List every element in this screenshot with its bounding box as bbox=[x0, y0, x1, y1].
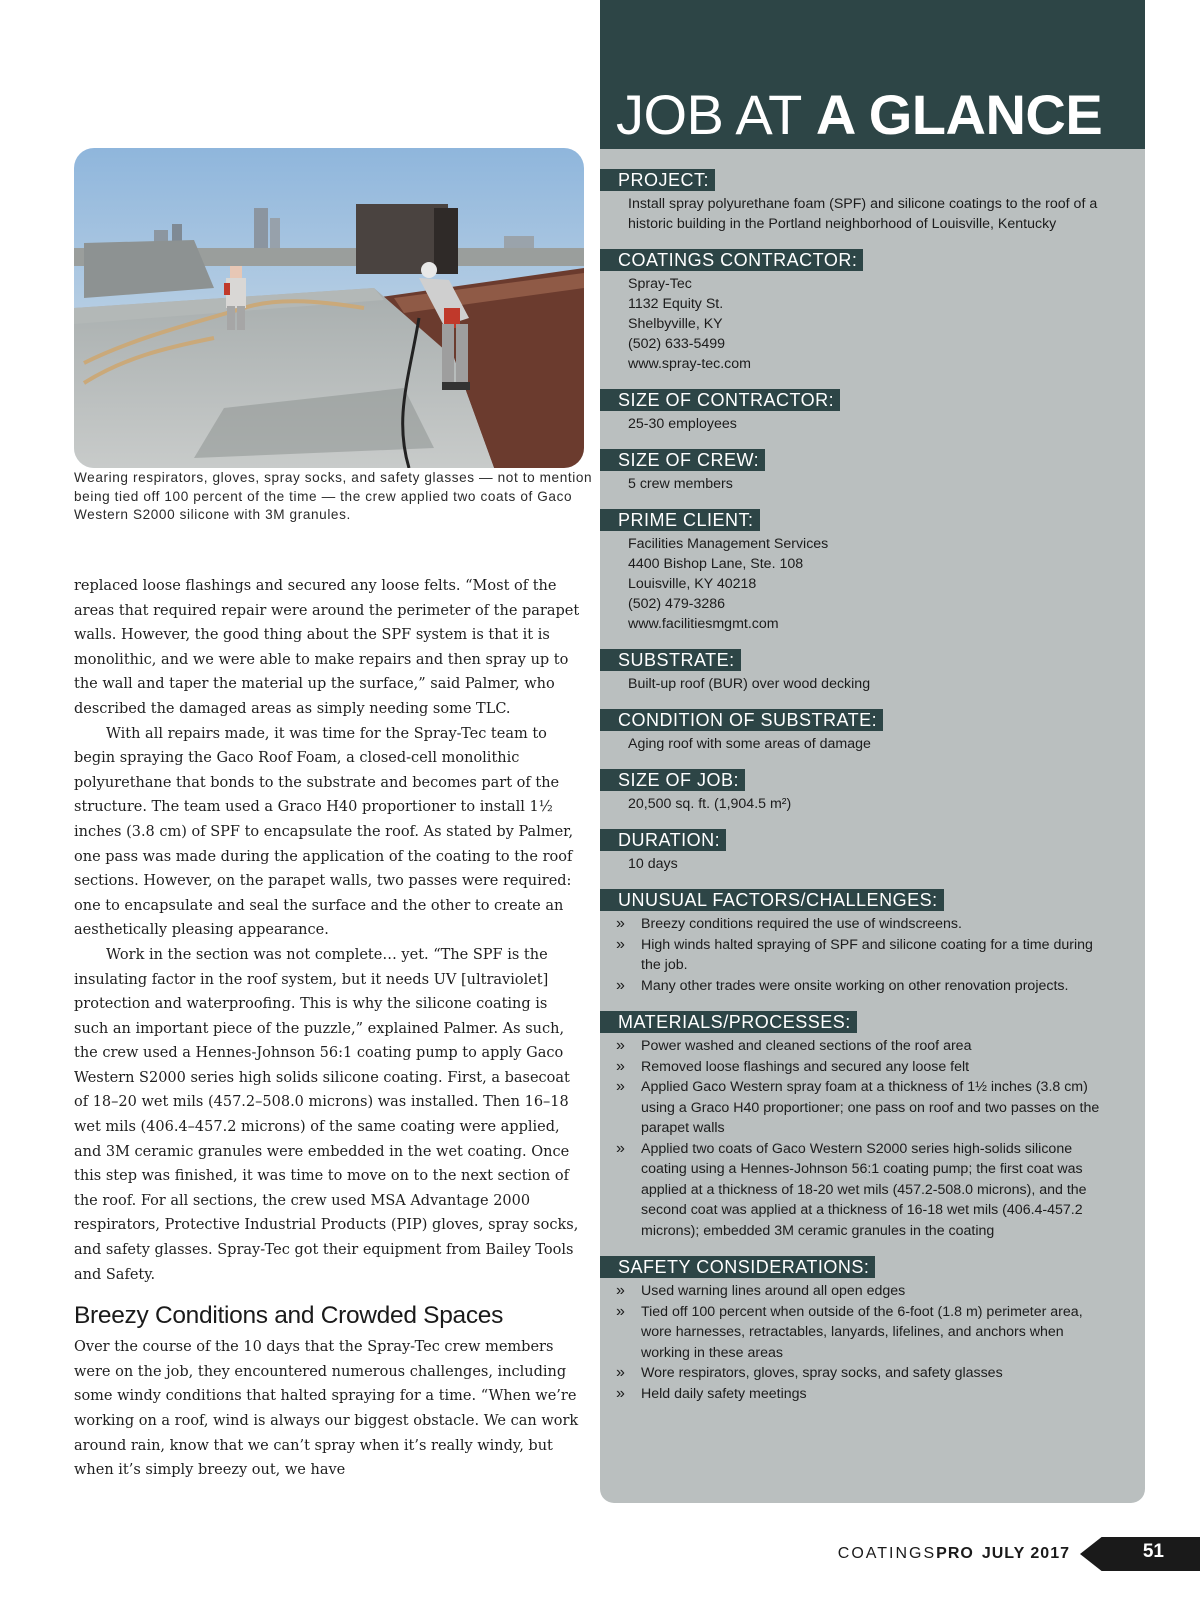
size-of-crew-text: 5 crew members bbox=[628, 476, 733, 492]
list-item: » Breezy conditions required the use of windscreens. bbox=[616, 914, 1116, 935]
client-phone: (502) 479-3286 bbox=[628, 596, 726, 612]
size-of-contractor-label: SIZE OF CONTRACTOR: bbox=[600, 389, 840, 411]
contractor-name: Spray-Tec bbox=[628, 276, 692, 292]
unusual-factors-label: UNUSUAL FACTORS/CHALLENGES: bbox=[600, 889, 944, 911]
safety-list bbox=[616, 1281, 1116, 1404]
list-item: » Applied Gaco Western spray foam at a thickness of 1½ inches (3.8 cm) using a Graco H40 proportioner; one pass on roof and two passes on the parapet walls bbox=[616, 1077, 1116, 1139]
client-name: Facilities Management Services bbox=[628, 536, 829, 552]
substrate-text: Built-up roof (BUR) over wood decking bbox=[628, 676, 871, 692]
project-text: Install spray polyurethane foam (SPF) and silicone coatings to the roof of a historic building in the Portland neighborhood of Louisville, Kentucky bbox=[628, 196, 1098, 232]
list-item: » Power washed and cleaned sections of the roof area bbox=[616, 1036, 1116, 1057]
sidebar-title-light: JOB AT bbox=[616, 83, 816, 146]
size-of-crew-label: SIZE OF CREW: bbox=[600, 449, 765, 471]
duration-text: 10 days bbox=[628, 856, 678, 872]
list-item: » Applied two coats of Gaco Western S2000 series high-solids silicone coating using a Hennes-Johnson 56:1 coating pump; the first coat was applied at a thickness of 18-20 wet mils (457.2-508.0 microns), and the second coat was applied at a thickness of 16-18 wet mils (406.4-457.2 microns); embedded 3M ceramic granules in the coating bbox=[616, 1139, 1116, 1242]
size-of-contractor-section bbox=[600, 389, 1145, 434]
safety-label: SAFETY CONSIDERATIONS: bbox=[600, 1256, 875, 1278]
article-paragraph: With all repairs made, it was time for the Spray-Tec team to begin spraying the Gaco Roof Foam, a closed-cell monolithic polyurethane that bonds to the substrate and becomes part of the structure. The team used a Graco H40 proportioner to install 1½ inches (3.8 cm) of SPF to encapsulate the roof. As stated by Palmer, one pass was made during the application of the coating to the roof sections. However, on the parapet walls, two passes were required: one to encapsulate and seal the surface and the other to create an aesthetically pleasing appearance. bbox=[74, 725, 574, 939]
article-paragraph: Over the course of the 10 days that the Spray-Tec crew members were on the job, they encountered numerous challenges, including some windy conditions that halted spraying for a time. “When we’re working on a roof, wind is always our biggest obstacle. We can work around rain, know that we can’t spray when it’s really windy, but when it’s simply breezy out, we have bbox=[74, 1339, 579, 1479]
contractor-street: 1132 Equity St. bbox=[628, 296, 724, 312]
substrate-label: SUBSTRATE: bbox=[600, 649, 741, 671]
contractor-website[interactable]: www.spray-tec.com bbox=[628, 356, 751, 372]
size-of-job-section bbox=[600, 769, 1145, 814]
project-section bbox=[600, 169, 1145, 234]
prime-client-details bbox=[628, 534, 1128, 634]
substrate-section bbox=[600, 649, 1145, 694]
page-number-tab bbox=[1080, 1537, 1200, 1571]
unusual-factors-section bbox=[600, 889, 1145, 996]
list-item: » High winds halted spraying of SPF and silicone coating for a time during the job. bbox=[616, 935, 1116, 976]
list-item: » Tied off 100 percent when outside of the 6-foot (1.8 m) perimeter area, wore harnesses, retractables, lanyards, lifelines, and anchors when working in these areas bbox=[616, 1302, 1116, 1364]
page-number: 51 bbox=[1142, 1541, 1164, 1562]
client-city: Louisville, KY 40218 bbox=[628, 576, 757, 592]
contractor-city: Shelbyville, KY bbox=[628, 316, 723, 332]
size-of-contractor-text: 25-30 employees bbox=[628, 416, 737, 432]
client-street: 4400 Bishop Lane, Ste. 108 bbox=[628, 556, 804, 572]
duration-label: DURATION: bbox=[600, 829, 726, 851]
footer-issue: JULY 2017 bbox=[981, 1545, 1070, 1562]
condition-text: Aging roof with some areas of damage bbox=[628, 736, 871, 752]
contractor-phone: (502) 633-5499 bbox=[628, 336, 726, 352]
prime-client-section bbox=[600, 509, 1145, 634]
roof-work-photo bbox=[74, 148, 584, 468]
duration-section bbox=[600, 829, 1145, 874]
sidebar-title bbox=[616, 80, 1102, 150]
list-item: » Held daily safety meetings bbox=[616, 1384, 1116, 1405]
article-paragraph: replaced loose flashings and secured any loose felts. “Most of the areas that required repair were around the perimeter of the parapet walls. However, the good thing about the SPF system is that it is monolithic, and we were able to make repairs and then spray up to the wall and taper the material up the surface,” said Palmer, who described the damaged areas as simply needing some TLC. bbox=[74, 578, 580, 717]
article-paragraph: Work in the section was not complete… yet. “The SPF is the insulating factor in the roof system, but it needs UV [ultraviolet] protection and waterproofing. This is why the silicone coating is such an important piece of the puzzle,” explained Palmer. As such, the crew used a Hennes-Johnson 56:1 coating pump to apply Gaco Western S2000 series high solids silicone coating. First, a basecoat of 18–20 wet mils (457.2–508.0 microns) was installed. Then 16–18 wet mils (406.4–457.2 microns) of the same coating were applied, and 3M ceramic granules were embedded in the wet coating. Once this step was finished, it was time to move on to the next section of the roof. For all sections, the crew used MSA Advantage 2000 respirators, Protective Industrial Products (PIP) gloves, spray socks, and safety glasses. Spray-Tec got their equipment from Bailey Tools and Safety. bbox=[74, 946, 579, 1283]
size-of-job-label: SIZE OF JOB: bbox=[600, 769, 745, 791]
article-body bbox=[74, 574, 584, 1483]
contractor-section bbox=[600, 249, 1145, 374]
article-subhead: Breezy Conditions and Crowded Spaces bbox=[74, 1302, 504, 1330]
footer-brand-light: COATINGS bbox=[837, 1545, 937, 1562]
sidebar-content bbox=[600, 169, 1145, 1419]
materials-list bbox=[616, 1036, 1116, 1241]
condition-label: CONDITION OF SUBSTRATE: bbox=[600, 709, 883, 731]
prime-client-label: PRIME CLIENT: bbox=[600, 509, 760, 531]
materials-label: MATERIALS/PROCESSES: bbox=[600, 1011, 857, 1033]
unusual-factors-list bbox=[616, 914, 1116, 996]
condition-section bbox=[600, 709, 1145, 754]
page-footer bbox=[800, 1537, 1200, 1577]
list-item: » Removed loose flashings and secured any loose felt bbox=[616, 1057, 1116, 1078]
client-website[interactable]: www.facilitiesmgmt.com bbox=[628, 616, 779, 632]
footer-brand-bold: PRO bbox=[936, 1545, 974, 1562]
project-label: PROJECT: bbox=[600, 169, 715, 191]
photo-caption: Wearing respirators, gloves, spray socks, and safety glasses — not to mention being tied off 100 percent of the time — the crew applied two coats of Gaco Western S2000 silicone with 3M granules. bbox=[74, 470, 593, 522]
list-item: » Wore respirators, gloves, spray socks, and safety glasses bbox=[616, 1363, 1116, 1384]
footer-magazine bbox=[838, 1545, 1070, 1563]
roof-photo-illustration bbox=[74, 148, 584, 468]
size-of-crew-section bbox=[600, 449, 1145, 494]
contractor-label: COATINGS CONTRACTOR: bbox=[600, 249, 863, 271]
list-item: » Used warning lines around all open edges bbox=[616, 1281, 1116, 1302]
list-item: » Many other trades were onsite working on other renovation projects. bbox=[616, 976, 1116, 997]
contractor-details bbox=[628, 274, 1128, 374]
safety-section bbox=[600, 1256, 1145, 1404]
size-of-job-text: 20,500 sq. ft. (1,904.5 m²) bbox=[628, 796, 792, 812]
materials-section bbox=[600, 1011, 1145, 1241]
sidebar-title-bold: A GLANCE bbox=[815, 83, 1103, 146]
